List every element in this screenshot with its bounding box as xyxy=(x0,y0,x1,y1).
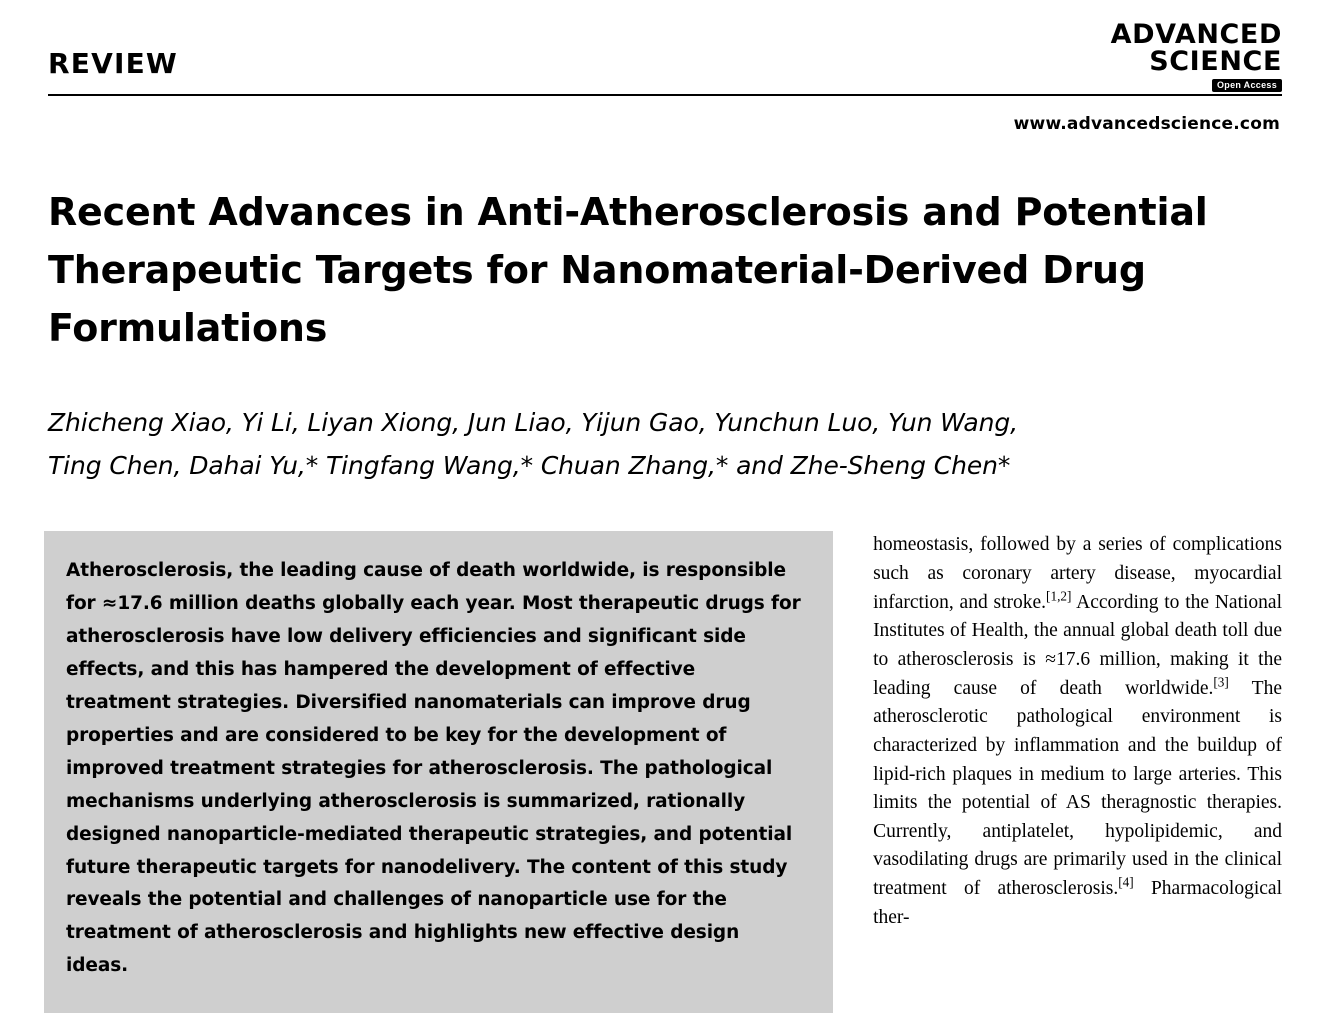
journal-masthead xyxy=(44,0,1282,104)
author-list xyxy=(48,401,1228,487)
introduction-paragraph xyxy=(873,531,1282,932)
paragraph-text-run: homeostasis, followed by a series of complications such as coronary artery disease, myocardial infarction, and stroke. xyxy=(873,534,1282,613)
citation-marker[interactable]: [3] xyxy=(1213,674,1229,690)
abstract-text: Atherosclerosis, the leading cause of death worldwide, is responsible for ≈17.6 million deaths globally each year. Most therapeutic drugs for atherosclerosis have low delivery efficiencies and significant side effects, and this has hampered the development of effective treatment strategies. Diversified nanomaterials can improve drug properties and are considered to be key for the development of improved treatment strategies for atherosclerosis. The pathological mechanisms underlying atherosclerosis is summarized, rationally designed nanoparticle-mediated therapeutic strategies, and potential future therapeutic targets for nanodelivery. The content of this study reveals the potential and challenges of nanoparticle use for the treatment of atherosclerosis and highlights new effective design ideas. xyxy=(66,560,801,977)
paragraph-text-run: According to the National Institutes of Health, the annual global death toll due to atherosclerosis is ≈17.6 million, making it the leading cause of death worldwide. xyxy=(873,591,1282,699)
article-body xyxy=(44,531,1282,1013)
open-access-badge: Open Access xyxy=(1212,79,1282,92)
citation-marker[interactable]: [1,2] xyxy=(1046,588,1072,604)
section-label: REVIEW xyxy=(48,47,178,80)
author-list-line-2: Ting Chen, Dahai Yu,* Tingfang Wang,* Chuan Zhang,* and Zhe-Sheng Chen* xyxy=(48,451,1011,481)
journal-logo xyxy=(1022,19,1282,93)
paragraph-text-run: Pharmacological ther- xyxy=(873,878,1282,928)
introduction-column xyxy=(873,531,1282,932)
journal-website-link[interactable]: www.advancedscience.com xyxy=(1013,114,1280,134)
journal-name-line1: ADVANCED xyxy=(1110,19,1282,50)
page-title: Recent Advances in Anti-Atherosclerosis and Potential Therapeutic Targets for Nanomaterial-Derived Drug Formulations xyxy=(48,190,1208,350)
citation-marker[interactable]: [4] xyxy=(1118,874,1134,890)
abstract-box xyxy=(44,531,833,1013)
journal-name-line2: SCIENCE xyxy=(1149,46,1282,77)
author-list-line-1: Zhicheng Xiao, Yi Li, Liyan Xiong, Jun Liao, Yijun Gao, Yunchun Luo, Yun Wang, xyxy=(48,408,1019,438)
masthead-divider xyxy=(48,94,1282,96)
paragraph-text-run: The atherosclerotic pathological environment is characterized by inflammation and the buildup of lipid-rich plaques in medium to large arteries. This limits the potential of AS theragnostic therapies. Currently, antiplatelet, hypolipidemic, and vasodilating drugs are primarily used in the clinical treatment of atherosclerosis. xyxy=(873,677,1282,900)
